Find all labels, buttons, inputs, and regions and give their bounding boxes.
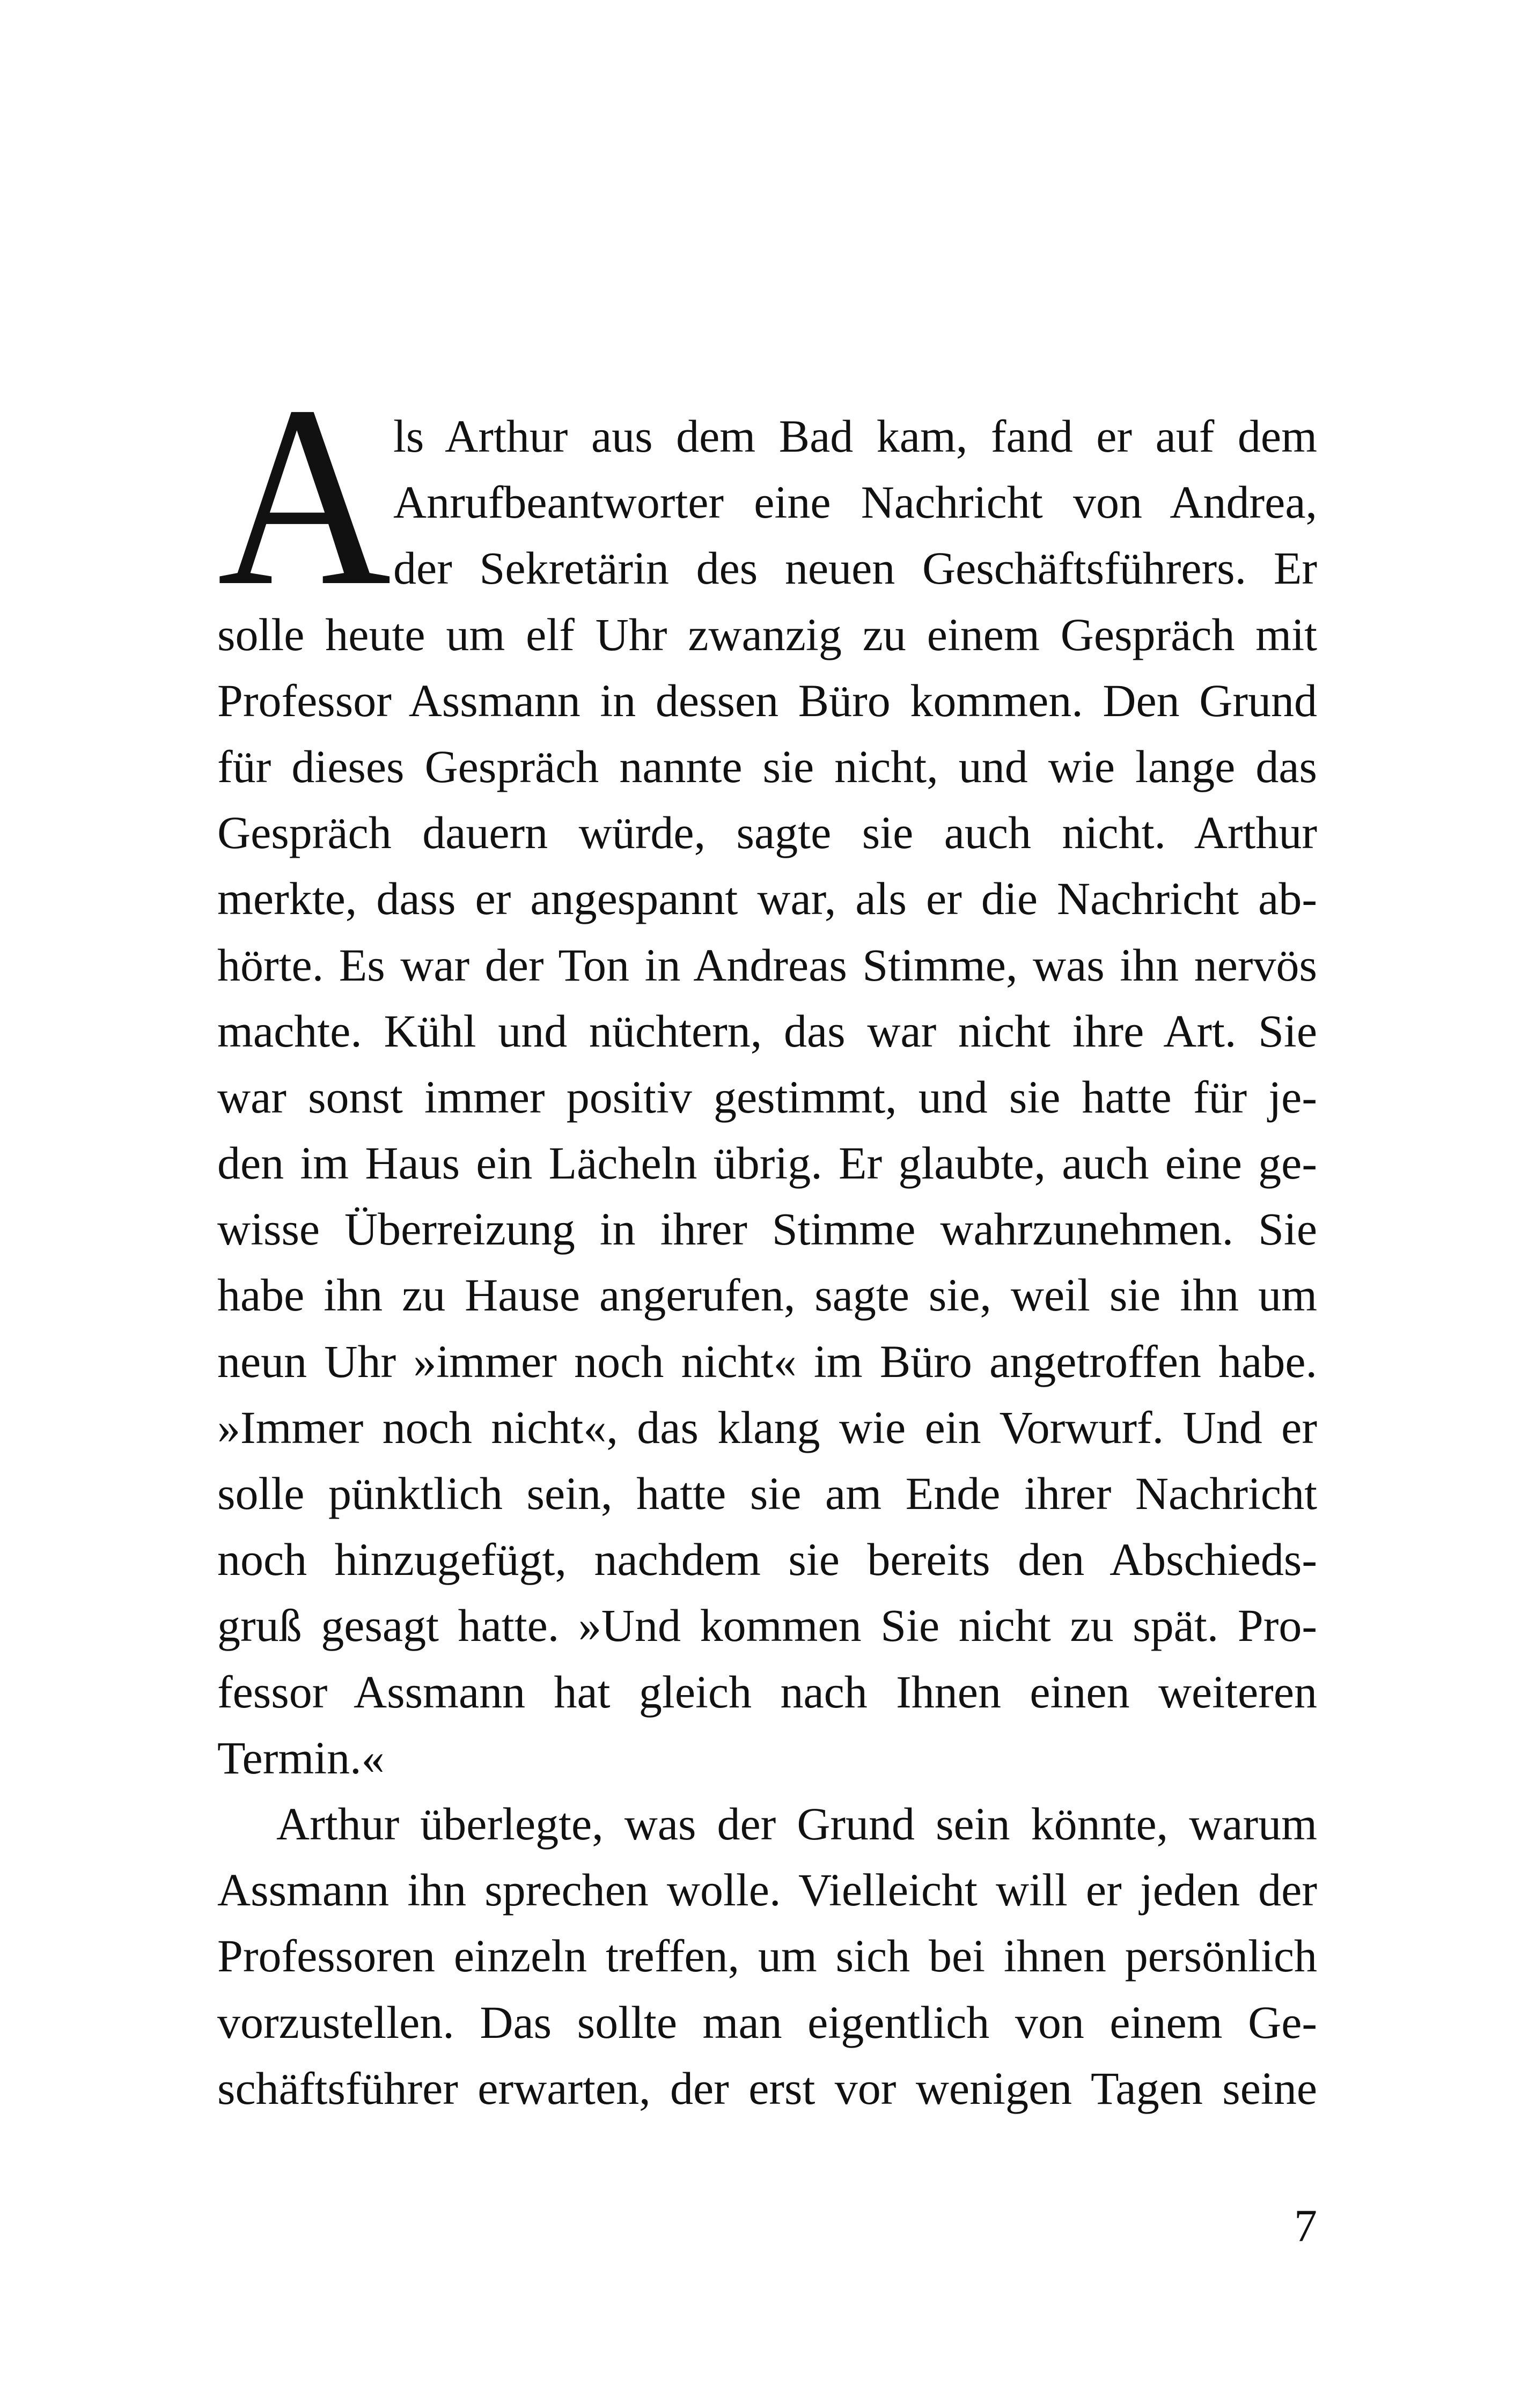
text-line: »Immer noch nicht«, das klang wie ein Vorwurf. Und er bbox=[217, 1401, 1317, 1453]
drop-cap: A bbox=[217, 353, 392, 639]
text-line: merkte, dass er angespannt war, als er die Nachricht ab- bbox=[217, 873, 1317, 925]
text-line: war sonst immer positiv gestimmt, und sie hatte für je- bbox=[217, 1071, 1317, 1123]
text-line: neun Uhr »immer noch nicht« im Büro angetroffen habe. bbox=[217, 1335, 1317, 1387]
text-line: den im Haus ein Lächeln übrig. Er glaubte, auch eine ge- bbox=[217, 1137, 1317, 1189]
text-line: vorzustellen. Das sollte man eigentlich von einem Ge- bbox=[217, 1996, 1317, 2048]
paragraph bbox=[217, 1791, 1317, 2122]
text-line: solle heute um elf Uhr zwanzig zu einem Gespräch mit bbox=[217, 608, 1317, 660]
paragraph bbox=[217, 403, 1317, 1791]
text-line: gruß gesagt hatte. »Und kommen Sie nicht zu spät. Pro- bbox=[217, 1600, 1317, 1652]
text-line: fessor Assmann hat gleich nach Ihnen einen weiteren bbox=[217, 1666, 1317, 1718]
text-line: schäftsführer erwarten, der erst vor wenigen Tagen seine bbox=[217, 2062, 1317, 2114]
text-line: Anrufbeantworter eine Nachricht von Andrea, bbox=[393, 476, 1317, 528]
text-line: habe ihn zu Hause angerufen, sagte sie, weil sie ihn um bbox=[217, 1269, 1317, 1321]
text-line: wisse Überreizung in ihrer Stimme wahrzunehmen. Sie bbox=[217, 1203, 1317, 1255]
text-line: für dieses Gespräch nannte sie nicht, und wie lange das bbox=[217, 740, 1317, 792]
text-line: noch hinzugefügt, nachdem sie bereits den Abschieds- bbox=[217, 1534, 1317, 1586]
text-line: hörte. Es war der Ton in Andreas Stimme, was ihn nervös bbox=[217, 939, 1317, 991]
text-line: Professor Assmann in dessen Büro kommen. Den Grund bbox=[217, 674, 1317, 726]
text-line: Professoren einzeln treffen, um sich bei ihnen persönlich bbox=[217, 1930, 1317, 1982]
text-line: machte. Kühl und nüchtern, das war nicht ihre Art. Sie bbox=[217, 1005, 1317, 1057]
text-line: ls Arthur aus dem Bad kam, fand er auf dem bbox=[393, 410, 1317, 462]
text-line: der Sekretärin des neuen Geschäftsführers. Er bbox=[393, 542, 1317, 594]
body-text bbox=[217, 403, 1317, 2122]
page-number: 7 bbox=[1294, 2200, 1317, 2251]
text-line: solle pünktlich sein, hatte sie am Ende ihrer Nachricht bbox=[217, 1468, 1317, 1519]
text-line: Termin.« bbox=[217, 1732, 385, 1784]
text-line: Arthur überlegte, was der Grund sein könnte, warum bbox=[276, 1798, 1317, 1850]
text-line: Assmann ihn sprechen wolle. Vielleicht will er jeden der bbox=[217, 1864, 1317, 1916]
text-line: Gespräch dauern würde, sagte sie auch nicht. Arthur bbox=[217, 807, 1317, 859]
